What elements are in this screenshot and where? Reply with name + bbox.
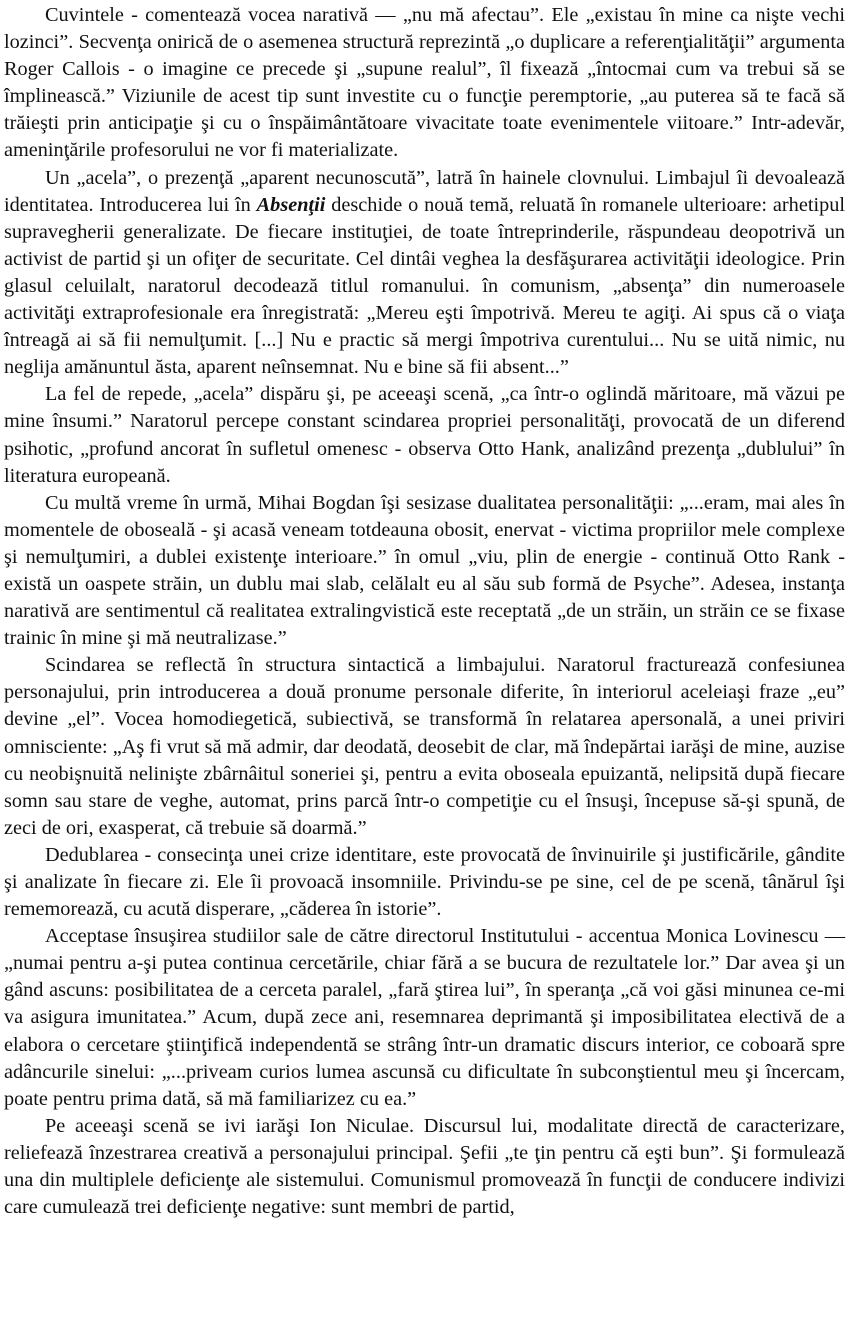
paragraph-1 [4, 2, 845, 165]
paragraph-8-text: Pe aceeaşi scenă se ivi iarăşi Ion Niculae. Discursul lui, modalitate directă de caracterizare, reliefează înzestrarea creativă a personajului principal. Şefii „te ţin pentru că eşti bun”. Şi formulează una din multiplele deficienţe ale sistemului. Comunismul promovează în funcţii de conducere indivizi care cumulează trei deficienţe negative: sunt membri de partid, [4, 1114, 845, 1219]
paragraph-6 [4, 842, 845, 923]
paragraph-2 [4, 165, 845, 382]
paragraph-3 [4, 381, 845, 489]
paragraph-2-text-start: Un „acela”, o prezenţă „aparent necunoscută”, latră în hainele clovnului. Limbajul îi devoalează identitatea. Introducerea lui în [4, 166, 845, 216]
paragraph-1-text: Cuvintele - comentează vocea narativă — „nu mă afectau”. Ele „existau în mine ca nişte vechi lozinci”. Secvenţa onirică de o asemenea structură reprezintă „o duplicare a referenţialităţii” argumenta Roger Callois - o imagine ce precede şi „supune realul”, îl fixează „întocmai cum va trebui să se împlinească.” Viziunile de acest tip sunt investite cu o funcţie peremptorie, „au puterea să te facă să trăieşti prin anticipaţie şi cu o înspăimântătoare vivacitate toate evenimentele viitoare.” Intr-adevăr, ameninţările profesorului ne vor fi materializate. [4, 4, 845, 162]
paragraph-2-text-end: deschide o nouă temă, reluată în romanele ulterioare: arhetipul supravegherii generalizate. De fiecare instituţiei, de toate întreprinderile, răspundeau deopotrivă un activist de partid şi un ofiţer de securitate. Cel dintâi veghea la desfăşurarea activităţii ideologice. Prin glasul celuilalt, naratorul decodează titlul romanului. în comunism, „absenţa” din numeroasele activităţi extraprofesionale era înregistrată: „Mereu eşti împotrivă. Mereu te agiţi. Ai spus că o viaţa întreagă ai să fii nemulţumit. [...] Nu e practic să mergi împotriva curentului... Nu se uită nimic, nu neglija amănuntul ăsta, aparent neînsemnat. Nu e bine să fii absent...” [4, 193, 846, 379]
paragraph-5-text: Scindarea se reflectă în structura sintactică a limbajului. Naratorul fracturează confesiunea personajului, prin introducerea a două pronume personale diferite, în interiorul aceleiaşi fraze „eu” devine „el”. Vocea homodiegetică, subiectivă, se transformă în relatarea apersonală, a unei priviri omnisciente: „Aş fi vrut să mă admir, dar deodată, deosebit de clar, mă îndepărtai iarăşi de mine, auzise cu neobişnuită nelinişte zbârnâitul soneriei şi, pentru a evita oboseala epuizantă, nelipsită după fiecare somn sau stare de veghe, automat, prins parcă într-o competiţie cu el însuşi, începuse să-şi spună, de zeci de ori, exasperat, că trebuie să doarmă.” [4, 654, 845, 839]
paragraph-8 [4, 1113, 845, 1221]
paragraph-7-text: Acceptase însuşirea studiilor sale de către directorul Institutului - accentua Monica Lovinescu — „numai pentru a-şi putea continua cercetările, chiar fără a se bucura de rezultatele lor.” Dar avea şi un gând ascuns: posibilitatea de a cerceta paralel, „fară ştirea lui”, în speranţa „că voi găsi minunea ce-mi va asigura imunitatea.” Acum, după zece ani, resemnarea deprimantă şi imposibilitatea electivă de a elabora o cercetare ştiinţifică independentă se strâng într-un dramatic discurs interior, ce coboară spre adâncurile sinelui: „...priveam curios lumea ascunsă cu dificultate în subconştientul meu şi încercam, poate pentru prima dată, să mă familiarizez cu ea.” [4, 925, 845, 1110]
book-title-emphasis: Absenţii [256, 193, 326, 216]
paragraph-6-text: Dedublarea - consecinţa unei crize identitare, este provocată de învinuirile şi justificările, gândite şi analizate în fiecare zi. Ele îi provoacă insomniile. Privindu-se pe sine, cel de pe scenă, tânărul îşi rememorează, cu acută disperare, „căderea în istorie”. [4, 843, 845, 921]
paragraph-5 [4, 652, 845, 842]
paragraph-4-text: Cu multă vreme în urmă, Mihai Bogdan îşi sesizase dualitatea personalităţii: „...eram, mai ales în momentele de oboseală - şi acasă veneam totdeauna obosit, enervat - victima propriilor mele complexe şi nemulţumiri, a dublei existenţe interioare.” în omul „viu, plin de energie - continuă Otto Rank - există un oaspete străin, un dublu mai slab, celălalt eu al său sub formă de Psyche”. Adesea, instanţa narativă are sentimentul că realitatea extralingvistică este receptată „de un străin, un străin ce se fixase trainic în mine şi mă neutralizase.” [4, 491, 845, 650]
paragraph-3-text: La fel de repede, „acela” dispăru şi, pe aceeaşi scenă, „ca într-o oglindă măritoare, mă văzui pe mine însumi.” Naratorul percepe constant scindarea propriei personalităţi, provocată de un diferend psihotic, „profund ancorat în sufletul omenesc - observa Otto Hank, analizând prezenţa „dublului” în literatura europeană. [4, 383, 845, 487]
paragraph-4 [4, 490, 845, 653]
paragraph-7 [4, 923, 845, 1113]
